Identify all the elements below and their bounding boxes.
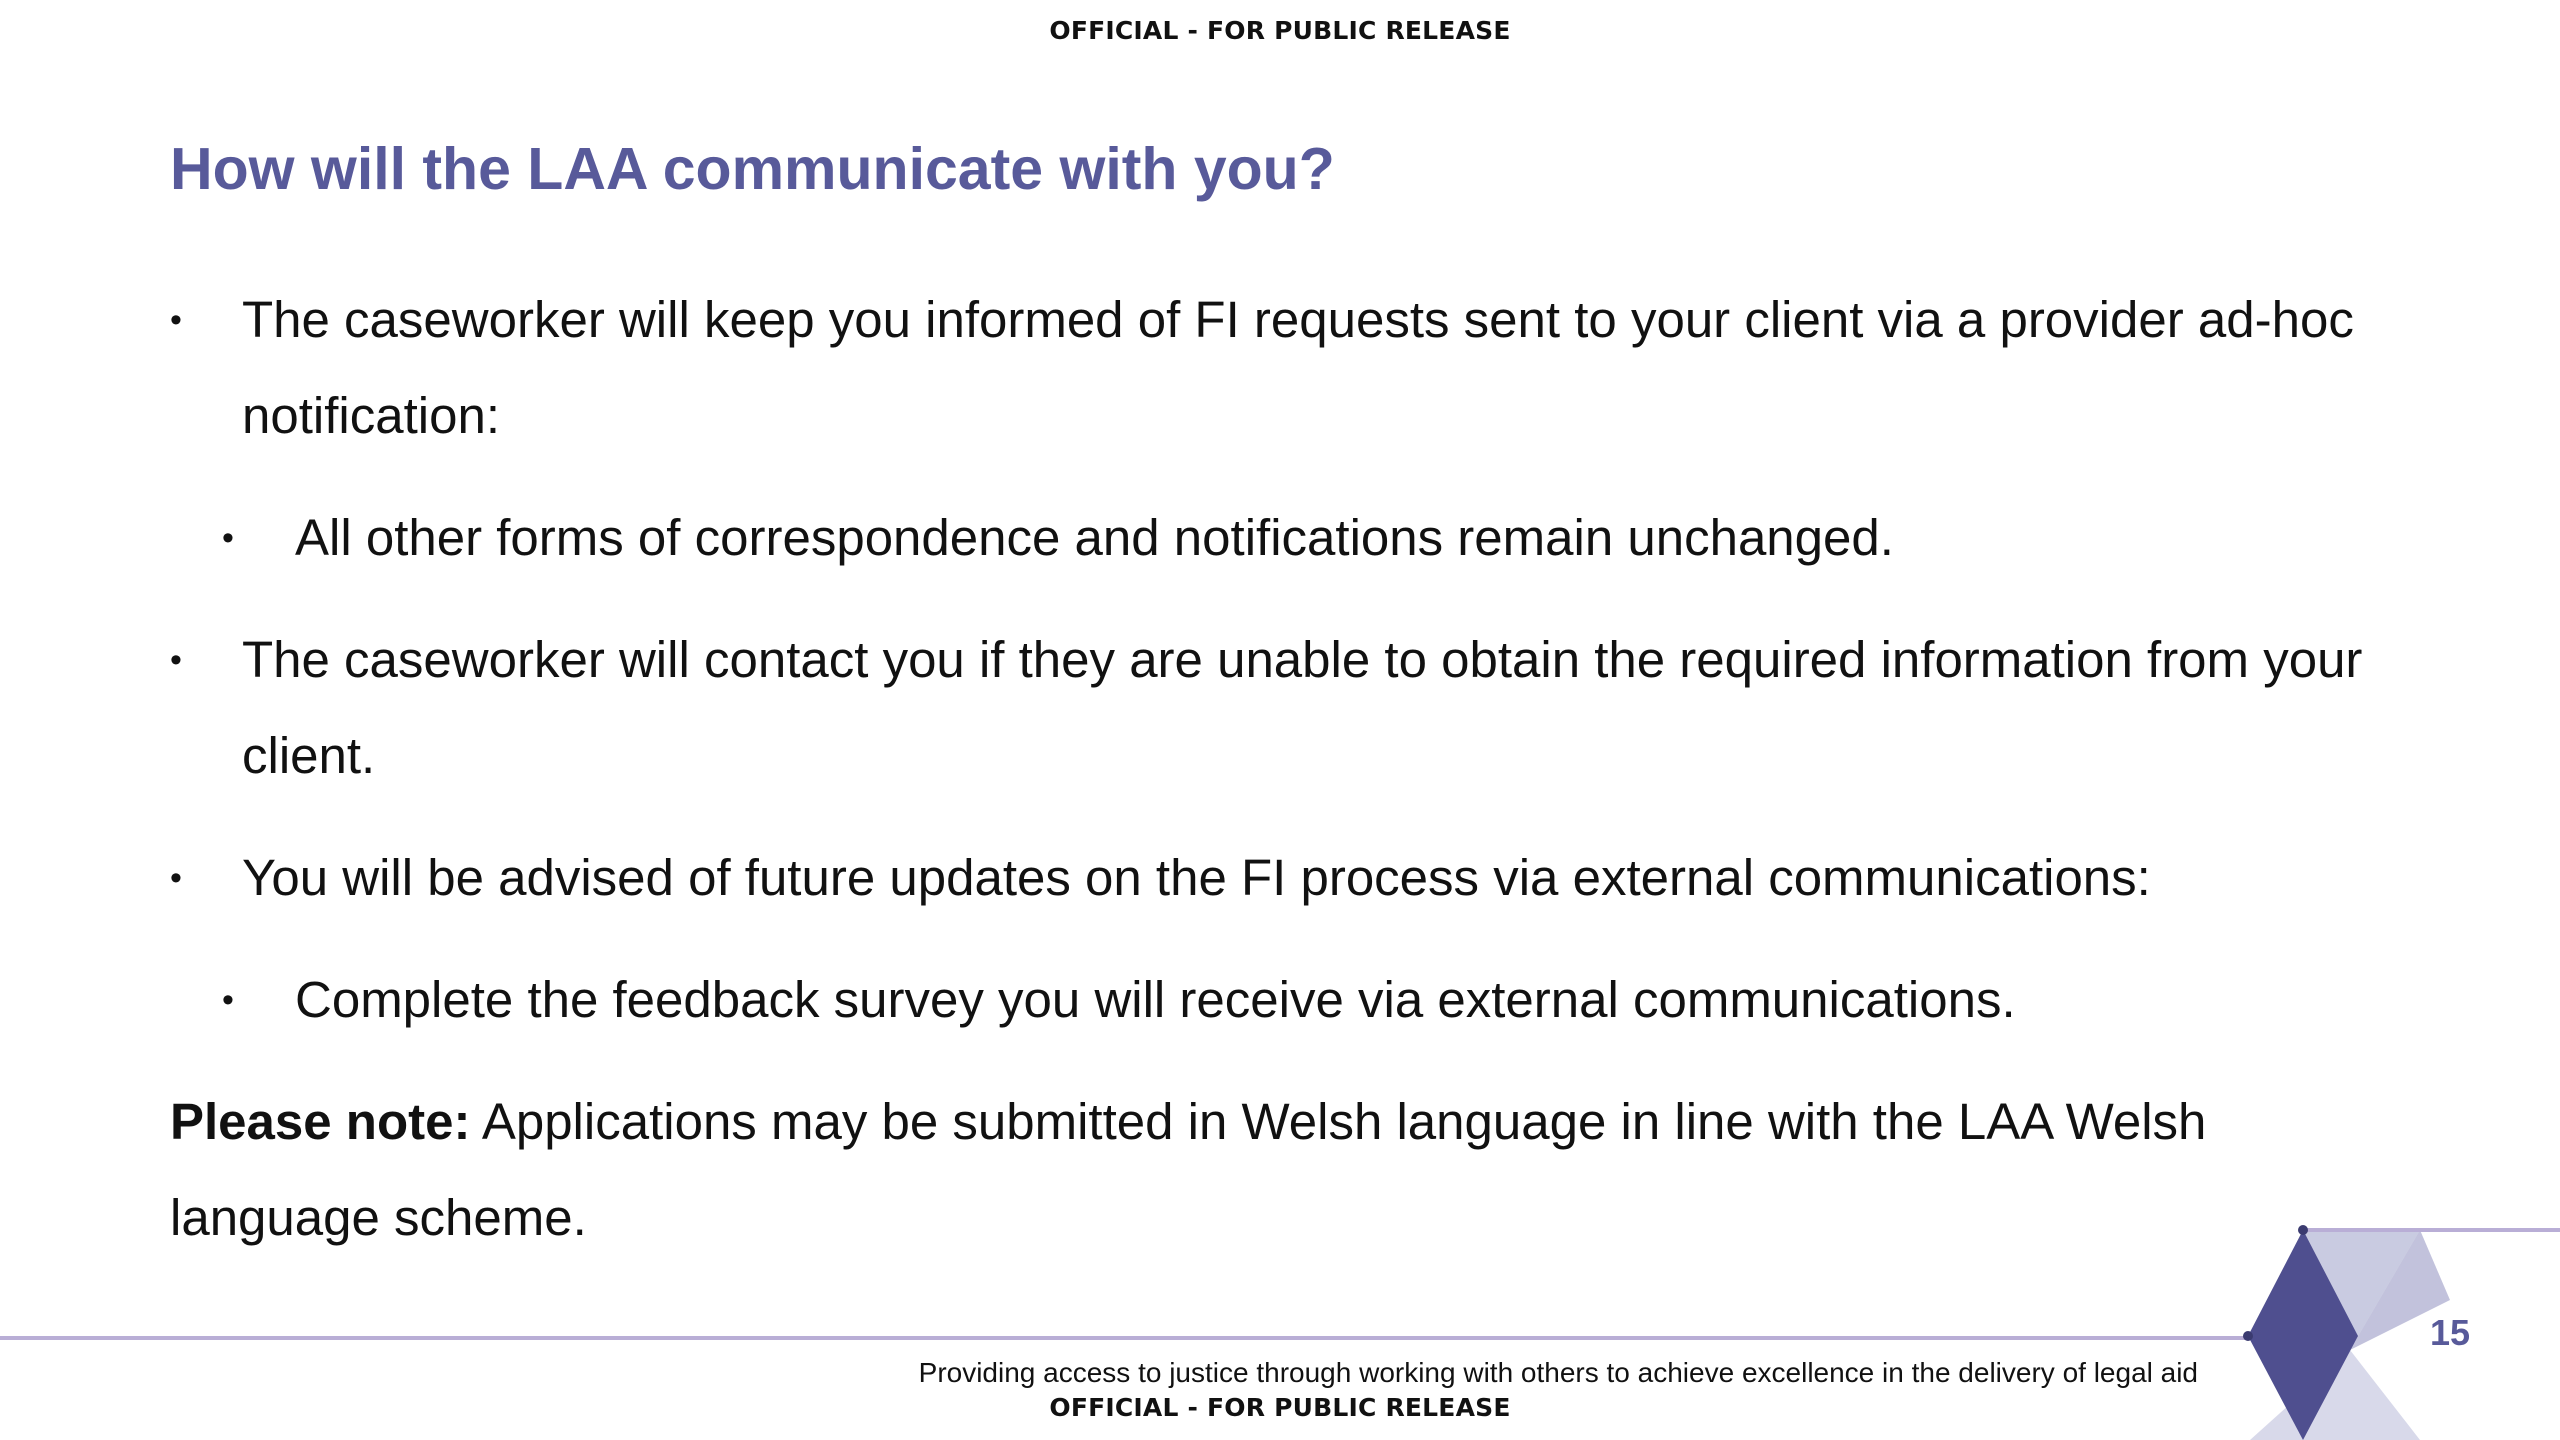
bullet-icon: • <box>222 519 234 557</box>
diamond-left-dot <box>2243 1331 2253 1341</box>
slide-content <box>170 272 2410 1266</box>
please-note <box>170 1074 2410 1266</box>
page-number: 15 <box>2429 1312 2471 1353</box>
bottom-classification-label: OFFICIAL - FOR PUBLIC RELEASE <box>1049 1393 1511 1422</box>
bullet-icon: • <box>222 981 234 1019</box>
bullet-icon: • <box>170 301 182 339</box>
footer-tagline: Providing access to justice through working with others to achieve excellence in the delivery of legal aid <box>918 1357 2198 1388</box>
please-note-label: Please note: <box>170 1093 471 1150</box>
bullet-icon: • <box>170 641 182 679</box>
sub-bullet-text: Complete the feedback survey you will receive via external communications. <box>295 971 2016 1028</box>
bullet-item-3 <box>170 830 2410 926</box>
bullet-text: You will be advised of future updates on the FI process via external communications: <box>242 849 2151 906</box>
bullet-icon: • <box>170 859 182 897</box>
bullet-text: The caseworker will keep you informed of FI requests sent to your client via a provider ad-hoc notification: <box>242 291 2354 444</box>
diamond-top-dot <box>2298 1225 2308 1235</box>
please-note-text: Applications may be submitted in Welsh language in line with the LAA Welsh language scheme. <box>170 1093 2207 1246</box>
footer-rule <box>0 1336 2245 1340</box>
bullet-item-1 <box>170 272 2410 464</box>
bullet-text: The caseworker will contact you if they are unable to obtain the required information from your client. <box>242 631 2363 784</box>
sub-bullet-text: All other forms of correspondence and notifications remain unchanged. <box>295 509 1894 566</box>
sub-bullet-item-1 <box>170 490 2410 586</box>
top-classification-label: OFFICIAL - FOR PUBLIC RELEASE <box>1049 16 1511 45</box>
sub-bullet-item-3 <box>170 952 2410 1048</box>
bullet-item-2 <box>170 612 2410 804</box>
slide-title: How will the LAA communicate with you? <box>170 136 1335 202</box>
